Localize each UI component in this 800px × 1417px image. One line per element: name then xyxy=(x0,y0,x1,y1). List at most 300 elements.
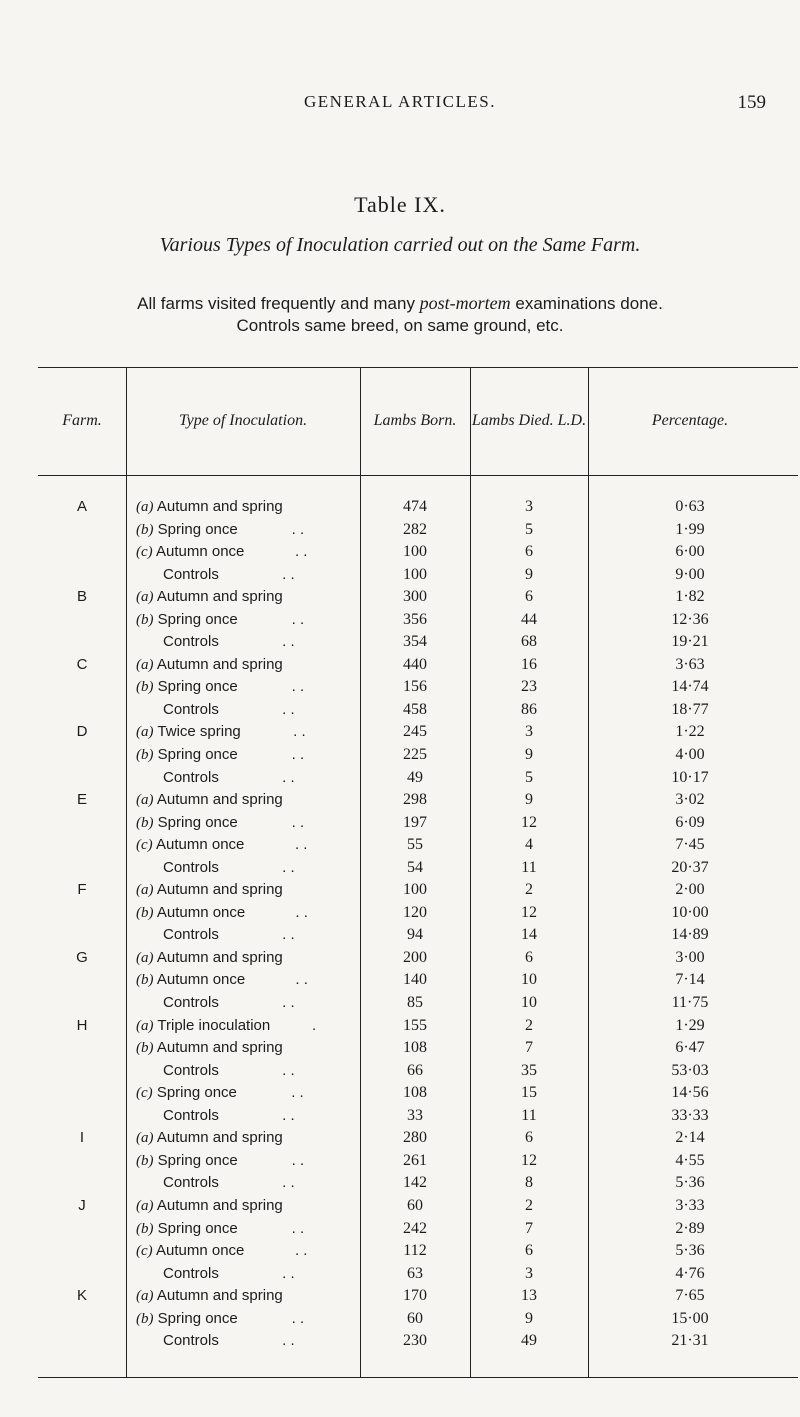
farm-cell: J xyxy=(78,1196,86,1214)
lambs-died-cell: 6 xyxy=(525,588,533,606)
farm-cell: F xyxy=(77,881,87,899)
type-mark: (a) xyxy=(136,1288,154,1305)
note-emphasis: post-mortem xyxy=(419,293,511,313)
lambs-died-cell: 68 xyxy=(521,633,537,651)
table-row xyxy=(0,1285,800,1308)
lambs-born-cell: 140 xyxy=(403,971,427,989)
table-bottom-rule xyxy=(38,1377,798,1378)
type-cell xyxy=(136,969,358,991)
leader-dots: . . xyxy=(282,1174,295,1192)
lambs-born-cell: 170 xyxy=(403,1287,427,1305)
table-row xyxy=(0,924,800,947)
table-row xyxy=(0,1082,800,1105)
type-mark: (a) xyxy=(136,1197,154,1214)
percentage-cell: 1·22 xyxy=(675,723,705,741)
type-cell xyxy=(136,902,358,924)
column-header-farm: Farm. xyxy=(62,412,102,429)
type-label xyxy=(136,1105,219,1127)
percentage-cell: 53·03 xyxy=(671,1061,709,1079)
lambs-born-cell: 242 xyxy=(403,1219,427,1237)
lambs-born-cell: 55 xyxy=(407,836,423,854)
type-label xyxy=(136,586,283,608)
type-mark: (b) xyxy=(136,747,154,764)
lambs-born-cell: 60 xyxy=(407,1196,423,1214)
type-cell xyxy=(136,1037,358,1059)
type-label xyxy=(136,744,238,766)
farm-cell: A xyxy=(76,498,87,515)
type-text: Twice spring xyxy=(157,723,241,741)
farm-cell: B xyxy=(76,588,87,606)
type-label xyxy=(136,789,283,811)
lambs-born-cell: 440 xyxy=(403,655,427,673)
leader-dots xyxy=(283,947,358,969)
table-row xyxy=(0,1330,800,1353)
leader-dots: . . xyxy=(291,813,305,831)
type-text: Autumn and spring xyxy=(156,1039,283,1057)
leader-dots: . . xyxy=(282,633,295,651)
lambs-died-cell: 4 xyxy=(525,836,533,854)
leader-dots xyxy=(283,879,358,901)
leader-dots: . . xyxy=(282,768,295,786)
lambs-born-cell: 142 xyxy=(403,1174,427,1192)
type-cell xyxy=(136,1195,358,1217)
lambs-born-cell: 156 xyxy=(403,678,427,696)
type-label xyxy=(136,924,219,946)
percentage-cell: 1·99 xyxy=(675,520,705,538)
type-text: Controls xyxy=(163,700,219,718)
leader-dots: . . xyxy=(295,971,308,989)
leader-dots xyxy=(283,1037,358,1059)
table-row xyxy=(0,631,800,654)
lambs-died-cell: 12 xyxy=(521,903,537,921)
type-mark: (a) xyxy=(136,499,154,515)
type-text: Autumn and spring xyxy=(156,498,283,515)
type-text: Autumn and spring xyxy=(156,1196,283,1214)
type-text: Controls xyxy=(163,633,219,651)
table-row xyxy=(0,789,800,812)
type-text: Autumn once xyxy=(156,836,245,854)
lambs-died-cell: 35 xyxy=(521,1061,537,1079)
table-row xyxy=(0,496,800,519)
type-label xyxy=(136,1150,238,1172)
type-text: Controls xyxy=(163,926,219,944)
lambs-died-cell: 7 xyxy=(525,1039,533,1057)
type-cell xyxy=(136,654,358,676)
type-label xyxy=(136,1218,238,1240)
lambs-died-cell: 3 xyxy=(525,723,533,741)
type-label xyxy=(136,1195,283,1217)
type-cell xyxy=(136,947,358,969)
lambs-died-cell: 44 xyxy=(521,610,537,628)
type-text: Spring once xyxy=(157,1309,238,1327)
type-text: Controls xyxy=(163,565,219,583)
lambs-died-cell: 7 xyxy=(525,1219,533,1237)
type-mark: (a) xyxy=(136,1130,154,1147)
lambs-died-cell: 6 xyxy=(525,948,533,966)
table-row xyxy=(0,1218,800,1241)
percentage-cell: 1·82 xyxy=(675,588,705,606)
type-cell xyxy=(136,1082,358,1104)
lambs-died-cell: 23 xyxy=(521,678,537,696)
farm-cell: G xyxy=(76,948,88,966)
table-row xyxy=(0,744,800,767)
leader-dots: . . xyxy=(291,520,305,538)
lambs-born-cell: 261 xyxy=(403,1151,427,1169)
lambs-born-cell: 120 xyxy=(403,903,427,921)
lambs-born-cell: 282 xyxy=(403,520,427,538)
type-text: Spring once xyxy=(157,746,238,764)
type-mark: (c) xyxy=(136,837,153,854)
type-text: Spring once xyxy=(157,520,238,538)
leader-dots: . . xyxy=(282,994,295,1012)
type-cell xyxy=(136,1308,358,1330)
type-text: Autumn and spring xyxy=(156,588,283,606)
percentage-cell: 0·63 xyxy=(675,498,705,515)
table-header-rule xyxy=(38,475,798,476)
lambs-died-cell: 5 xyxy=(525,768,533,786)
table-row xyxy=(0,879,800,902)
lambs-died-cell: 16 xyxy=(521,655,537,673)
lambs-born-cell: 94 xyxy=(407,926,423,944)
lambs-died-cell: 10 xyxy=(521,971,537,989)
table-row xyxy=(0,1240,800,1263)
type-label xyxy=(136,541,244,563)
page-header xyxy=(0,92,800,122)
leader-dots xyxy=(283,496,358,518)
type-text: Spring once xyxy=(156,1084,237,1102)
lambs-born-cell: 54 xyxy=(407,858,423,876)
type-label xyxy=(136,1037,283,1059)
percentage-cell: 6·00 xyxy=(675,543,705,561)
table-subtitle: Various Types of Inoculation carried out on the Same Farm. xyxy=(159,234,641,256)
lambs-died-cell: 10 xyxy=(521,994,537,1012)
lambs-born-cell: 197 xyxy=(403,813,427,831)
type-cell xyxy=(136,609,358,631)
type-mark: (a) xyxy=(136,724,154,741)
percentage-cell: 18·77 xyxy=(671,700,709,718)
type-mark: (b) xyxy=(136,679,154,696)
lambs-born-cell: 63 xyxy=(407,1264,423,1282)
percentage-cell: 15·00 xyxy=(671,1309,709,1327)
type-mark: (a) xyxy=(136,589,154,606)
percentage-cell: 1·29 xyxy=(675,1016,705,1034)
lambs-died-cell: 3 xyxy=(525,498,533,515)
type-cell xyxy=(136,1285,358,1307)
type-mark: (c) xyxy=(136,544,153,561)
table-caption: Table IX. xyxy=(354,192,446,217)
lambs-died-cell: 9 xyxy=(525,1309,533,1327)
lambs-born-cell: 49 xyxy=(407,768,423,786)
leader-dots: . xyxy=(312,1016,317,1034)
type-label xyxy=(136,879,283,901)
lambs-died-cell: 13 xyxy=(521,1287,537,1305)
leader-dots: . . xyxy=(282,926,295,944)
lambs-died-cell: 8 xyxy=(525,1174,533,1192)
type-text: Spring once xyxy=(157,678,238,696)
percentage-cell: 12·36 xyxy=(671,610,709,628)
type-cell xyxy=(136,1218,358,1240)
type-label xyxy=(136,1285,283,1307)
leader-dots xyxy=(283,1127,358,1149)
column-header-lambs-born: Lambs Born. xyxy=(373,412,457,429)
type-label xyxy=(136,676,238,698)
type-label xyxy=(136,992,219,1014)
type-text: Autumn once xyxy=(156,903,246,921)
percentage-cell: 3·33 xyxy=(675,1196,705,1214)
leader-dots: . . xyxy=(282,1264,295,1282)
lambs-born-cell: 108 xyxy=(403,1039,427,1057)
lambs-born-cell: 100 xyxy=(403,565,427,583)
type-cell xyxy=(136,564,358,586)
percentage-cell: 5·36 xyxy=(675,1174,705,1192)
table-row xyxy=(0,1037,800,1060)
table-row xyxy=(0,812,800,835)
type-mark: (b) xyxy=(136,1152,154,1169)
percentage-cell: 20·37 xyxy=(671,858,709,876)
leader-dots xyxy=(283,789,358,811)
type-cell xyxy=(136,1127,358,1149)
type-text: Autumn once xyxy=(156,971,246,989)
table-row xyxy=(0,1015,800,1038)
type-text: Controls xyxy=(163,1264,219,1282)
percentage-cell: 3·00 xyxy=(675,948,705,966)
type-label xyxy=(136,631,219,653)
table-row xyxy=(0,1150,800,1173)
table-body xyxy=(0,496,800,1353)
lambs-born-cell: 474 xyxy=(403,498,427,515)
percentage-cell: 4·76 xyxy=(675,1264,705,1282)
lambs-born-cell: 354 xyxy=(403,633,427,651)
type-cell xyxy=(136,631,358,653)
lambs-died-cell: 3 xyxy=(525,1264,533,1282)
note-text: examinations done. xyxy=(510,294,663,313)
leader-dots: . . xyxy=(282,565,295,583)
table-row xyxy=(0,1263,800,1286)
leader-dots: . . xyxy=(291,1309,305,1327)
farm-cell: H xyxy=(76,1016,88,1034)
lambs-born-cell: 112 xyxy=(403,1242,427,1260)
type-mark: (b) xyxy=(136,1040,154,1057)
lambs-born-cell: 100 xyxy=(403,543,427,561)
table-row xyxy=(0,1195,800,1218)
percentage-cell: 10·00 xyxy=(671,903,709,921)
type-text: Controls xyxy=(163,1106,219,1124)
lambs-born-cell: 66 xyxy=(407,1061,423,1079)
leader-dots: . . xyxy=(282,1061,295,1079)
farm-cell: E xyxy=(76,791,87,809)
type-text: Controls xyxy=(163,768,219,786)
farm-cell: C xyxy=(76,655,88,673)
lambs-died-cell: 9 xyxy=(525,746,533,764)
lambs-born-cell: 245 xyxy=(403,723,427,741)
type-cell xyxy=(136,924,358,946)
percentage-cell: 4·00 xyxy=(675,746,705,764)
type-cell xyxy=(136,1150,358,1172)
type-text: Autumn once xyxy=(156,1242,245,1260)
type-label xyxy=(136,609,238,631)
farm-cell: K xyxy=(76,1287,87,1305)
leader-dots: . . xyxy=(291,1219,305,1237)
type-mark: (a) xyxy=(136,882,154,899)
type-cell xyxy=(136,1263,358,1285)
type-text: Spring once xyxy=(157,813,238,831)
type-label xyxy=(136,902,245,924)
percentage-cell: 6·09 xyxy=(675,813,705,831)
type-text: Autumn and spring xyxy=(156,791,283,809)
leader-dots: . . xyxy=(294,836,308,854)
lambs-born-cell: 200 xyxy=(403,948,427,966)
leader-dots: . . xyxy=(282,700,295,718)
leader-dots xyxy=(283,586,358,608)
type-text: Autumn and spring xyxy=(156,1287,283,1305)
lambs-died-cell: 6 xyxy=(525,543,533,561)
lambs-born-cell: 33 xyxy=(407,1106,423,1124)
type-mark: (b) xyxy=(136,904,154,921)
table-row xyxy=(0,1308,800,1331)
leader-dots: . . xyxy=(282,1332,295,1350)
leader-dots: . . xyxy=(291,746,305,764)
type-cell xyxy=(136,1240,358,1262)
lambs-born-cell: 280 xyxy=(403,1129,427,1147)
type-label xyxy=(136,969,245,991)
type-label xyxy=(136,1308,238,1330)
type-cell xyxy=(136,676,358,698)
leader-dots: . . xyxy=(294,543,308,561)
type-cell xyxy=(136,1015,358,1037)
percentage-cell: 3·02 xyxy=(675,791,705,809)
table-row xyxy=(0,721,800,744)
type-cell xyxy=(136,586,358,608)
table-row xyxy=(0,609,800,632)
lambs-died-cell: 6 xyxy=(525,1242,533,1260)
type-mark: (b) xyxy=(136,1220,154,1237)
type-label xyxy=(136,1015,270,1037)
column-header-type: Type of Inoculation. xyxy=(178,412,308,429)
type-text: Controls xyxy=(163,1174,219,1192)
type-mark: (a) xyxy=(136,792,154,809)
table-row xyxy=(0,767,800,790)
type-mark: (b) xyxy=(136,1310,154,1327)
type-label xyxy=(136,519,238,541)
type-cell xyxy=(136,541,358,563)
type-text: Autumn and spring xyxy=(156,655,283,673)
lambs-born-cell: 356 xyxy=(403,610,427,628)
type-text: Spring once xyxy=(157,1219,238,1237)
type-cell xyxy=(136,789,358,811)
percentage-cell: 10·17 xyxy=(671,768,709,786)
lambs-died-cell: 2 xyxy=(525,1016,533,1034)
type-mark: (b) xyxy=(136,814,154,831)
type-label xyxy=(136,834,244,856)
percentage-cell: 2·14 xyxy=(675,1129,705,1147)
type-text: Controls xyxy=(163,994,219,1012)
lambs-born-cell: 100 xyxy=(403,881,427,899)
leader-dots: . . xyxy=(282,1106,295,1124)
lambs-died-cell: 6 xyxy=(525,1129,533,1147)
percentage-cell: 19·21 xyxy=(671,633,709,651)
lambs-died-cell: 5 xyxy=(525,520,533,538)
table-row xyxy=(0,541,800,564)
leader-dots xyxy=(283,654,358,676)
table-row xyxy=(0,519,800,542)
type-text: Autumn and spring xyxy=(156,1129,283,1147)
type-mark: (a) xyxy=(136,949,154,966)
type-label xyxy=(136,947,283,969)
type-cell xyxy=(136,857,358,879)
table-row xyxy=(0,969,800,992)
type-mark: (b) xyxy=(136,611,154,628)
type-label xyxy=(136,1127,283,1149)
table-row xyxy=(0,699,800,722)
table-row xyxy=(0,676,800,699)
type-cell xyxy=(136,496,358,518)
type-label xyxy=(136,857,219,879)
type-cell xyxy=(136,879,358,901)
lambs-died-cell: 12 xyxy=(521,813,537,831)
lambs-born-cell: 298 xyxy=(403,791,427,809)
type-cell xyxy=(136,721,358,743)
lambs-born-cell: 60 xyxy=(407,1309,423,1327)
lambs-born-cell: 108 xyxy=(403,1084,427,1102)
type-label xyxy=(136,721,241,743)
lambs-died-cell: 49 xyxy=(521,1332,537,1350)
lambs-died-cell: 11 xyxy=(521,1106,537,1124)
percentage-cell: 9·00 xyxy=(675,565,705,583)
type-mark: (c) xyxy=(136,1085,153,1102)
column-header-lambs-died: Lambs Died. L.D. xyxy=(471,412,587,429)
lambs-died-cell: 2 xyxy=(525,1196,533,1214)
type-cell xyxy=(136,767,358,789)
type-mark: (a) xyxy=(136,656,154,673)
table-row xyxy=(0,1172,800,1195)
table-row xyxy=(0,947,800,970)
type-mark: (b) xyxy=(136,972,154,989)
type-text: Spring once xyxy=(157,1151,238,1169)
leader-dots: . . xyxy=(291,678,305,696)
page-number: 159 xyxy=(737,92,766,113)
type-cell xyxy=(136,699,358,721)
percentage-cell: 4·55 xyxy=(675,1151,705,1169)
percentage-cell: 2·89 xyxy=(675,1219,705,1237)
lambs-born-cell: 458 xyxy=(403,700,427,718)
percentage-cell: 6·47 xyxy=(675,1039,705,1057)
type-cell xyxy=(136,1105,358,1127)
lambs-born-cell: 85 xyxy=(407,994,423,1012)
lambs-died-cell: 14 xyxy=(521,926,537,944)
table-row xyxy=(0,564,800,587)
percentage-cell: 11·75 xyxy=(671,994,709,1012)
percentage-cell: 21·31 xyxy=(671,1332,709,1350)
percentage-cell: 7·45 xyxy=(675,836,705,854)
type-mark: (a) xyxy=(136,1017,154,1034)
lambs-born-cell: 225 xyxy=(403,746,427,764)
leader-dots xyxy=(283,1285,358,1307)
type-cell xyxy=(136,744,358,766)
percentage-cell: 3·63 xyxy=(675,655,705,673)
leader-dots: . . xyxy=(291,1084,304,1102)
lambs-died-cell: 2 xyxy=(525,881,533,899)
leader-dots: . . xyxy=(293,723,306,741)
percentage-cell: 7·65 xyxy=(675,1287,705,1305)
lambs-died-cell: 86 xyxy=(521,700,537,718)
lambs-died-cell: 9 xyxy=(525,565,533,583)
type-label xyxy=(136,1263,219,1285)
lambs-died-cell: 15 xyxy=(521,1084,537,1102)
type-label xyxy=(136,1330,219,1352)
leader-dots: . . xyxy=(294,1242,308,1260)
table-row xyxy=(0,654,800,677)
type-cell xyxy=(136,519,358,541)
